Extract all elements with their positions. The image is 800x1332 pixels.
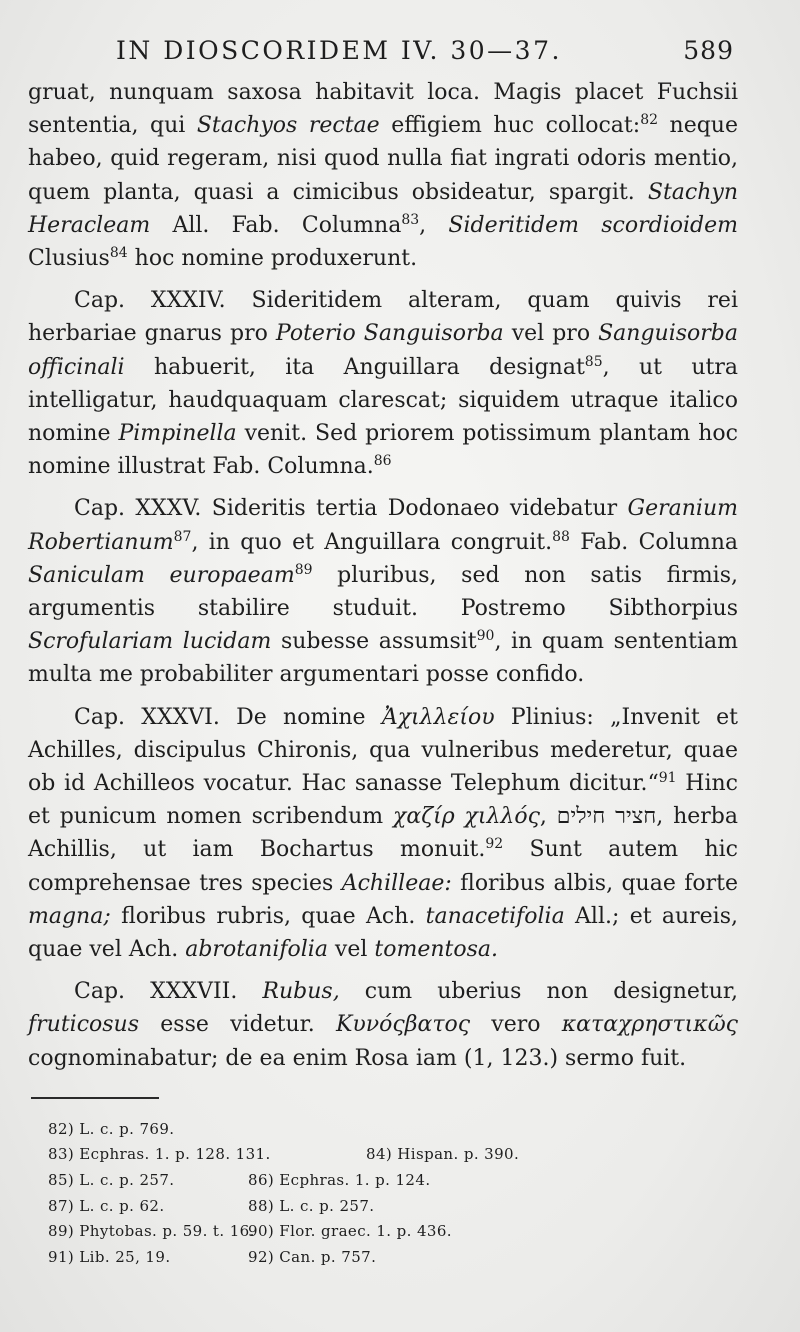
footnote-ref: 84 — [109, 245, 128, 262]
text-run: , חציר חילים, herba Achillis, ut iam Bochartus monuit. — [28, 804, 739, 863]
text-run: cum uberius non designetur, — [339, 979, 738, 1005]
text-run: Sunt autem hic comprehensae tres species — [28, 837, 739, 896]
italic-term: Scrofulariam lucidam — [28, 629, 272, 655]
chapter-34 — [28, 284, 738, 483]
text-run: floribus albis, quae forte — [451, 870, 738, 896]
footnote-ref: 88 — [552, 528, 570, 545]
text-run: vel — [327, 937, 375, 963]
text-run: , in quam sententiam multa me probabiliter argumentari posse confido. — [28, 629, 738, 688]
page-number: 589 — [683, 36, 734, 65]
footnote: 83) Ecphras. 1. p. 128. 131. — [48, 1145, 271, 1164]
text-run: subesse assumsit — [271, 629, 477, 655]
italic-term: Saniculam europaeam — [28, 562, 295, 588]
footnote-row — [48, 1142, 738, 1168]
text-run: Clusius — [28, 246, 110, 272]
footnote-row — [48, 1117, 738, 1143]
footnote-row — [48, 1219, 738, 1245]
footnote-ref: 89 — [294, 561, 313, 578]
italic-term: tanacetifolia — [425, 903, 565, 929]
footnotes — [48, 1117, 738, 1271]
text-run: pluribus, sed non satis firmis, argumentis stabilire studuit. Postremo Sibthorpius — [28, 562, 738, 622]
chapter-35 — [28, 492, 738, 691]
text-run: , in quo et Anguillara congruit. — [191, 529, 553, 555]
text-run: habuerit, ita Anguillara designat — [124, 354, 585, 380]
text-run: vel pro — [503, 321, 599, 347]
text-run: floribus rubris, quae Ach. — [110, 903, 426, 929]
text-run: gruat, nunquam saxosa habitavit loca. Magis placet Fuchsii sententia, qui — [28, 80, 738, 139]
text-run: , ut utra intelligatur, haudquaquam clarescat; siquidem utraque italico nomine — [28, 354, 738, 447]
footnote: 87) L. c. p. 62. — [48, 1196, 165, 1215]
text-run: cognominabatur; de ea enim Rosa iam (1, 123.) sermo fuit. — [28, 1045, 687, 1071]
italic-term: Sanguisorba officinali — [28, 321, 739, 380]
text-run: Hinc et punicum nomen scribendum — [28, 771, 738, 830]
italic-term: Rubus, — [262, 979, 340, 1005]
italic-term: Poterio Sanguisorba — [275, 321, 504, 347]
italic-term: Sideritidem scordioidem — [448, 212, 738, 238]
text-run: vero — [470, 1012, 562, 1038]
footnote: 88) L. c. p. 257. — [248, 1196, 375, 1215]
footnote-ref: 91 — [658, 770, 677, 787]
italic-term: Stachyn Heracleam — [28, 179, 738, 238]
italic-term: Geranium Robertianum — [28, 496, 738, 555]
footnote: 86) Ecphras. 1. p. 124. — [248, 1171, 431, 1190]
text-run: Fab. Columna — [569, 529, 738, 555]
italic-term: Stachyos rectae — [196, 113, 380, 139]
footnote-ref: 86 — [373, 453, 392, 470]
text-run: Cap. XXXIV. Sideritidem alteram, quam quivis rei herbariae gnarus pro — [28, 288, 738, 347]
text-run: Plinius: „Invenit et Achilles, discipulus Chironis, qua vulneribus mederetur, quae ob id Achilleos vocatur. Hac sanasse Telephum dicitur.“ — [28, 704, 738, 797]
text-run: All.; et aureis, quae vel Ach. — [28, 903, 738, 963]
italic-term: abrotanifolia — [185, 937, 328, 963]
footnote: 90) Flor. graec. 1. p. 436. — [248, 1222, 452, 1241]
greek-term: Ἀχιλλείου — [381, 704, 495, 730]
text-run: esse videtur. — [139, 1012, 336, 1038]
italic-term: Achilleae: — [341, 870, 452, 896]
text-run: All. Fab. Columna — [150, 212, 402, 238]
running-head — [28, 34, 738, 70]
footnote: 92) Can. p. 757. — [248, 1247, 377, 1266]
text-run: Cap. XXXVI. De nomine — [74, 704, 382, 730]
greek-term: Κυνόςβατος — [336, 1012, 471, 1038]
footnote-ref: 82 — [640, 112, 659, 129]
paragraph-continuation — [28, 76, 738, 275]
italic-term: Pimpinella — [118, 421, 237, 447]
footnote-ref: 87 — [173, 528, 192, 545]
text-run: , — [419, 212, 449, 238]
italic-term: magna; — [28, 903, 111, 929]
chapter-37 — [28, 975, 738, 1075]
footnote-ref: 90 — [476, 628, 495, 645]
text-run: hoc nomine produxerunt. — [127, 246, 418, 272]
running-title: IN DIOSCORIDEM IV. 30—37. — [116, 36, 562, 65]
greek-term: καταχρηστικῶς — [561, 1012, 738, 1038]
text-run: effigiem huc collocat: — [379, 113, 641, 139]
footnote: 91) Lib. 25, 19. — [48, 1247, 171, 1266]
text-run: venit. Sed priorem potissimum plantam hoc nomine illustrat Fab. Columna. — [28, 421, 738, 480]
footnote: 82) L. c. p. 769. — [48, 1119, 175, 1138]
footnote: 89) Phytobas. p. 59. t. 16. — [48, 1222, 255, 1241]
footnote-rule — [31, 1097, 159, 1099]
footnote-row — [48, 1168, 738, 1194]
footnote: 84) Hispan. p. 390. — [366, 1145, 520, 1164]
footnote-row — [48, 1194, 738, 1220]
chapter-36 — [28, 701, 738, 967]
greek-term: χαζίρ χιλλός — [393, 804, 540, 830]
footnote-ref: 92 — [485, 836, 504, 853]
footnote-row — [48, 1245, 738, 1271]
footnote: 85) L. c. p. 257. — [48, 1171, 175, 1190]
body-text — [28, 76, 738, 1075]
italic-term: tomentosa. — [374, 937, 499, 963]
text-run: neque habeo, quid regeram, nisi quod nulla fiat ingrati odoris mentio, quem planta, quasi a cimicibus obsideatur, spargit. — [28, 113, 738, 205]
text-run: Cap. XXXVII. — [74, 979, 263, 1005]
footnote-ref: 85 — [584, 353, 603, 370]
italic-term: fruticosus — [28, 1012, 140, 1038]
footnote-ref: 83 — [401, 211, 420, 228]
text-run: Cap. XXXV. Sideritis tertia Dodonaeo videbatur — [74, 496, 628, 522]
